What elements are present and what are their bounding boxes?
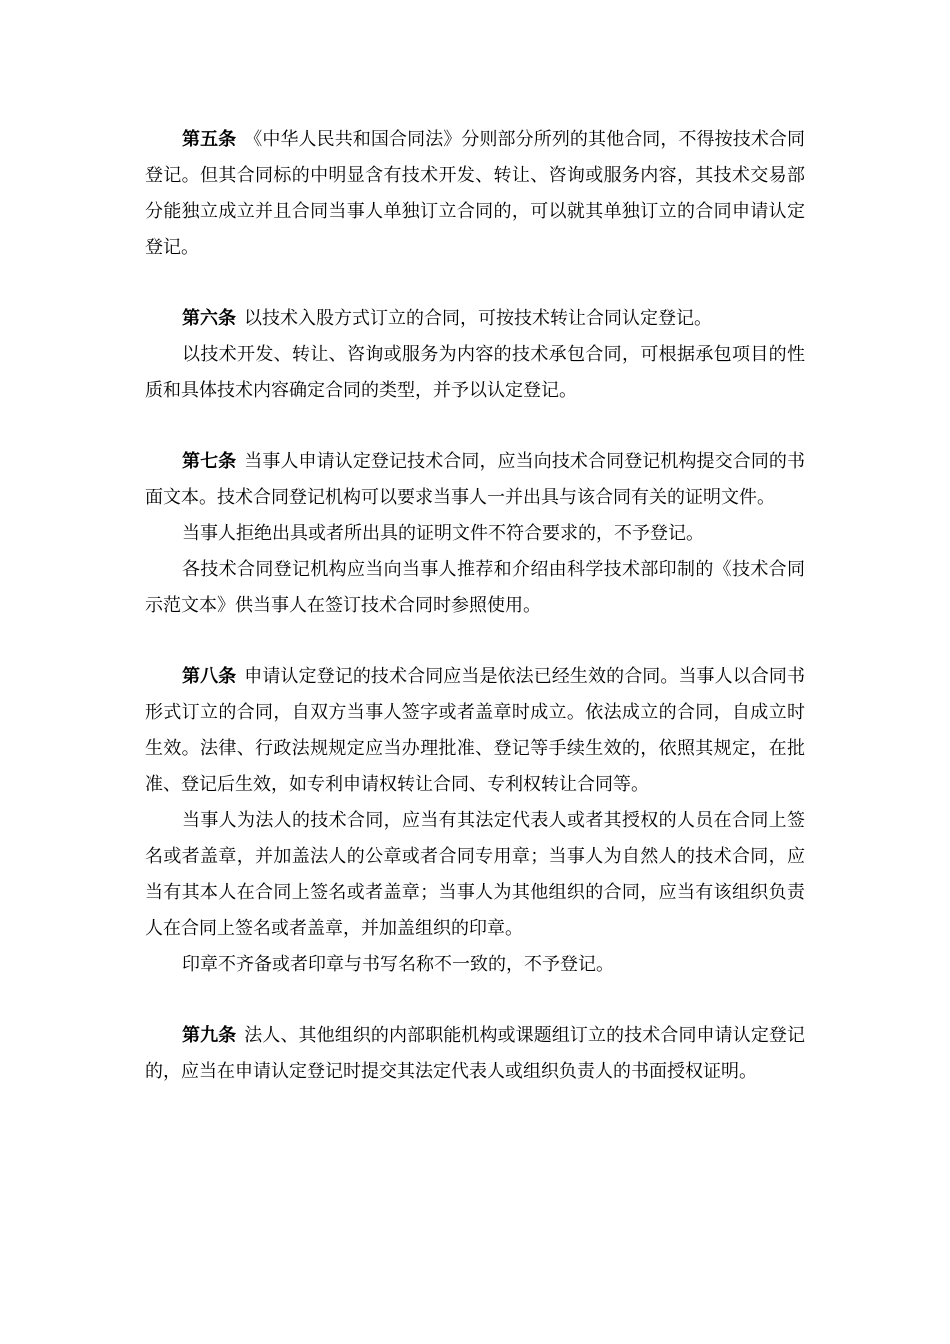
article-9-paragraph <box>145 1018 805 1090</box>
article-number: 第九条 <box>182 1025 237 1046</box>
article-7-paragraph-3: 各技术合同登记机构应当向当事人推荐和介绍由科学技术部印制的《技术合同示范文本》供当事人在签订技术合同时参照使用。 <box>145 559 805 616</box>
article-number: 第七条 <box>182 451 237 472</box>
article-number: 第五条 <box>182 129 237 150</box>
article-number: 第六条 <box>182 308 236 329</box>
article-7-paragraph <box>145 444 805 516</box>
article-text: 法人、其他组织的内部职能机构或课题组订立的技术合同申请认定登记的，应当在申请认定登记时提交其法定代表人或组织负责人的书面授权证明。 <box>145 1025 806 1082</box>
article-5 <box>145 122 805 266</box>
article-8 <box>145 659 805 983</box>
article-5-paragraph <box>145 122 805 266</box>
article-6 <box>145 301 805 409</box>
article-6-paragraph-2: 以技术开发、转让、咨询或服务为内容的技术承包合同，可根据承包项目的性质和具体技术内容确定合同的类型，并予以认定登记。 <box>145 344 805 401</box>
article-8-paragraph-3: 印章不齐备或者印章与书写名称不一致的，不予登记。 <box>182 954 614 975</box>
article-9 <box>145 1018 805 1090</box>
article-text: 以技术入股方式订立的合同，可按技术转让合同认定登记。 <box>244 308 712 329</box>
article-text: 《中华人民共和国合同法》分则部分所列的其他合同，不得按技术合同登记。但其合同标的中明显含有技术开发、转让、咨询或服务内容，其技术交易部分能独立成立并且合同当事人单独订立合同的，可以就其单独订立的合同申请认定登记。 <box>145 129 806 258</box>
article-6-paragraph <box>145 301 805 337</box>
article-number: 第八条 <box>182 666 237 687</box>
article-text: 申请认定登记的技术合同应当是依法已经生效的合同。当事人以合同书形式订立的合同，自双方当事人签字或者盖章时成立。依法成立的合同，自成立时生效。法律、行政法规规定应当办理批准、登记等手续生效的，依照其规定，在批准、登记后生效，如专利申请权转让合同、专利权转让合同等。 <box>145 666 806 795</box>
article-8-paragraph <box>145 659 805 803</box>
article-7 <box>145 444 805 624</box>
article-7-paragraph-2: 当事人拒绝出具或者所出具的证明文件不符合要求的，不予登记。 <box>182 523 704 544</box>
article-text: 当事人申请认定登记技术合同，应当向技术合同登记机构提交合同的书面文本。技术合同登记机构可以要求当事人一并出具与该合同有关的证明文件。 <box>145 451 806 508</box>
article-8-paragraph-2: 当事人为法人的技术合同，应当有其法定代表人或者其授权的人员在合同上签名或者盖章，并加盖法人的公章或者合同专用章；当事人为自然人的技术合同，应当有其本人在合同上签名或者盖章；当事人为其他组织的合同，应当有该组织负责人在合同上签名或者盖章，并加盖组织的印章。 <box>145 810 805 939</box>
